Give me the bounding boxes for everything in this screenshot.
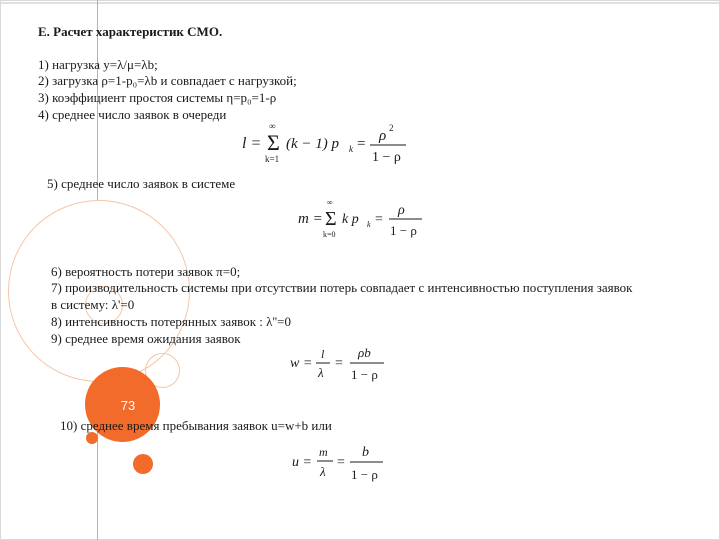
item-3: 3) коэффициент простоя системы η=p₀=1-ρ <box>38 90 277 105</box>
item-6: 6) вероятность потери заявок π=0; <box>51 264 241 279</box>
decorative-circle-bottom <box>133 454 153 474</box>
formula-body: k p <box>342 212 359 227</box>
frac-num: ρb <box>358 345 371 360</box>
sum-sign: Σ <box>325 208 337 230</box>
formula-sub: k <box>349 144 353 154</box>
frac-den: 1 − ρ <box>390 223 417 238</box>
frac1-den: λ <box>318 365 324 380</box>
formula-sojourn-time <box>290 440 390 486</box>
item-10: 10) среднее время пребывания заявок u=w+b или <box>60 418 332 433</box>
sum-bottom: k=0 <box>323 230 336 239</box>
frac1-num: l <box>321 347 325 361</box>
sum-top: ∞ <box>327 198 333 207</box>
frac-num: ρ <box>379 128 387 144</box>
formula-sub: k <box>367 220 371 229</box>
formula-lhs: l = <box>242 135 262 152</box>
formula-lhs: m = <box>298 211 323 227</box>
formula-system-count <box>296 195 426 243</box>
page-number: 73 <box>120 398 136 413</box>
item-7: 7) производительность системы при отсутствии потерь совпадает с интенсивностью поступления заявок <box>51 280 633 295</box>
sum-top: ∞ <box>269 121 276 131</box>
frac-den: 1 − ρ <box>351 467 378 482</box>
frac1-num: m <box>319 445 328 459</box>
formula-wait-time <box>288 343 398 387</box>
slide-title: Е. Расчет характеристик СМО. <box>38 24 223 39</box>
sum-bottom: k=1 <box>265 154 280 164</box>
formula-eq: = <box>337 455 345 470</box>
formula-eq: = <box>335 356 343 371</box>
formula-queue-length <box>240 118 410 168</box>
frac-num-sup: 2 <box>389 123 394 133</box>
frac-den: 1 − ρ <box>372 150 401 165</box>
formula-eq: = <box>357 136 366 152</box>
frac-num: ρ <box>398 203 405 218</box>
item-4: 4) среднее число заявок в очереди <box>38 107 227 122</box>
formula-lhs: w = <box>290 356 313 371</box>
formula-lhs: u = <box>292 455 312 470</box>
sum-sign: Σ <box>267 130 280 155</box>
item-7-cont: в систему: λ'=0 <box>51 297 135 312</box>
item-5: 5) среднее число заявок в системе <box>47 176 236 191</box>
formula-eq: = <box>375 212 383 227</box>
frac-den: 1 − ρ <box>351 367 378 382</box>
top-rule <box>0 2 720 4</box>
formula-body: (k − 1) p <box>286 136 340 152</box>
item-9: 9) среднее время ожидания заявок <box>51 331 241 346</box>
frac1-den: λ <box>320 464 326 479</box>
item-2: 2) загрузка ρ=1-p₀=λb и совпадает с нагрузкой; <box>38 73 297 88</box>
item-8: 8) интенсивность потерянных заявок : λ''=0 <box>51 314 291 329</box>
frac-num: b <box>362 445 369 460</box>
item-1: 1) нагрузка y=λ/μ=λb; <box>38 57 158 72</box>
